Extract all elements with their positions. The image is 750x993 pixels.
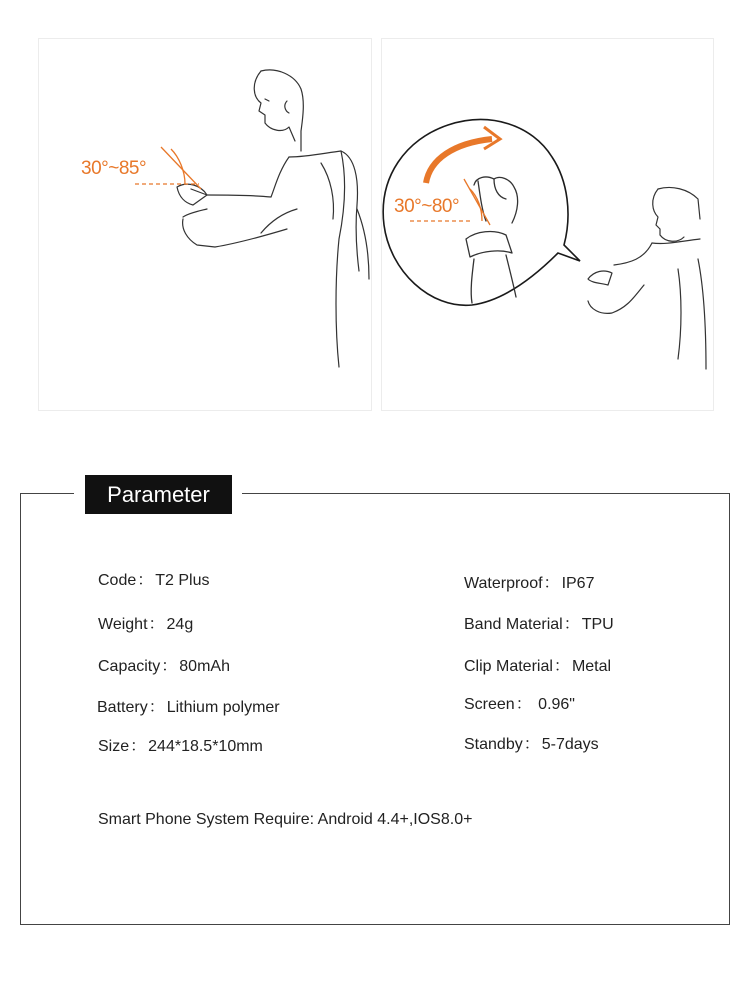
angle-label-left: 30°~85°: [81, 158, 147, 179]
illustration-panel-right: [381, 38, 714, 411]
angle-label-right: 30°~80°: [394, 196, 460, 217]
spec-capacity: Capacity： 80mAh: [98, 658, 230, 675]
illustration-panel-left: [38, 38, 372, 411]
spec-standby: Standby： 5-7days: [464, 736, 599, 753]
spec-battery: Battery： Lithium polymer: [97, 699, 280, 716]
person-raising-wrist-drawing: [39, 39, 373, 412]
spec-code: Code： T2 Plus: [98, 572, 210, 589]
person-rotating-wrist-drawing: [382, 39, 715, 412]
spec-band-material: Band Material： TPU: [464, 616, 614, 633]
spec-size: Size： 244*18.5*10mm: [98, 738, 263, 755]
parameter-title: Parameter: [85, 475, 232, 514]
spec-clip-material: Clip Material： Metal: [464, 658, 612, 675]
spec-screen: Screen： 0.96": [464, 696, 575, 713]
spec-weight: Weight： 24g: [98, 616, 194, 633]
spec-waterproof: Waterproof： IP67: [464, 575, 595, 592]
system-requirement: Smart Phone System Require: Android 4.4+,IOS8.0+: [98, 811, 473, 828]
